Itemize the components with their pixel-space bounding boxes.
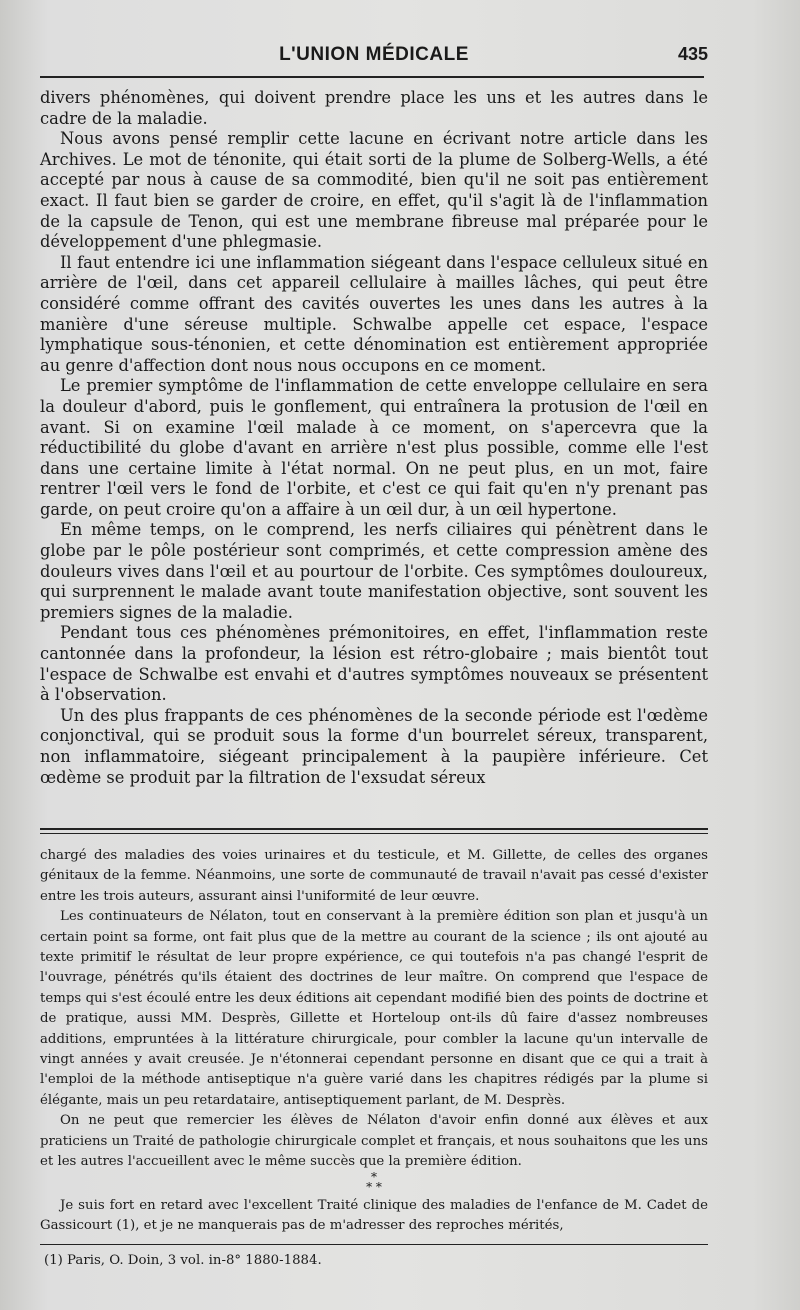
paragraph: Les continuateurs de Nélaton, tout en conservant à la première édition son plan et jusqu'à un certain point sa forme, ont fait plus que de la mettre au courant de la science ; ils ont ajouté au texte primitif le résultat de leur propre expérience, ce qui toutefois n'a pas changé l'esprit de l'ouvrage, pénétrés qu'ils étaient des doctrines de leur maître. On comprend que l'espace de temps qui s'est écoulé entre les deux éditions ait cependant modifié bien des points de doctrine et de pratique, aussi MM. Desprès, Gillette et Horteloup ont-ils dû faire d'assez nombreuses additions, empruntées à la littérature chirurgicale, pour combler la lacune qu'un intervalle de vingt années y avait creusée. Je n'étonnerai cependant personne en disant que ce qui a trait à l'emploi de la méthode antiseptique n'a guère varié dans les chapitres rédigés par la plume si élégante, mais un peu retardataire, antiseptiquement parlant, de M. Desprès. xyxy=(40,909,708,1108)
paragraph: Nous avons pensé remplir cette lacune en écrivant notre article dans les Archives. Le mot de ténonite, qui était sorti de la plume de Solberg-Wells, a été accepté par nous à cause de sa commodité, bien qu'il ne soit pas entièrement exact. Il faut bien se garder de croire, en effet, qu'il s'agit là de l'inflammation de la capsule de Tenon, qui est une membrane fibreuse mal préparée pour le développement d'une phlegmasie. xyxy=(40,129,708,252)
paragraph: En même temps, on le comprend, les nerfs ciliaires qui pénètrent dans le globe par le pôle postérieur sont comprimés, et cette compression amène des douleurs vives dans l'œil et au pourtour de l'orbite. Ces symptômes douloureux, qui surprennent le malade avant toute manifestation objective, sont souvent les premiers signes de la maladie. xyxy=(40,520,708,622)
paragraph: divers phénomènes, qui doivent prendre place les uns et les autres dans le cadre de la maladie. xyxy=(40,88,708,128)
footnote-reference: (1) Paris, O. Doin, 3 vol. in-8° 1880-1884. xyxy=(44,1253,322,1268)
section-divider xyxy=(40,828,708,834)
page-header xyxy=(40,44,708,74)
review-text xyxy=(40,846,708,1173)
paragraph: On ne peut que remercier les élèves de Nélaton d'avoir enfin donné aux élèves et aux praticiens un Traité de pathologie chirurgicale complet et français, et nous souhaitons que les uns et les autres l'accueillent avec le même succès que la première édition. xyxy=(40,1113,708,1170)
header-rule xyxy=(40,76,704,78)
paragraph: Pendant tous ces phénomènes prémonitoires, en effet, l'inflammation reste cantonnée dans la profondeur, la lésion est rétro-globaire ; mais bientôt tout l'espace de Schwalbe est envahi et d'autres symptômes nouveaux se présentent à l'observation. xyxy=(40,623,708,705)
paragraph: Il faut entendre ici une inflammation siégeant dans l'espace celluleux situé en arrière de l'œil, dans cet appareil cellulaire à mailles lâches, qui peut être considéré comme offrant des cavités ouvertes les unes dans les autres à la manière d'une séreuse multiple. Schwalbe appelle cet espace, l'espace lymphatique sous-ténonien, et cette dénomination est entièrement appropriée au genre d'affection dont nous nous occupons en ce moment. xyxy=(40,252,708,375)
asterism xyxy=(40,1172,708,1192)
paragraph: Je suis fort en retard avec l'excellent Traité clinique des maladies de l'enfance de M. Cadet de Gassicourt (1), et je ne manquerais pas de m'adresser des reproches mérités, xyxy=(40,1198,708,1234)
paragraph: Le premier symptôme de l'inflammation de cette enveloppe cellulaire en sera la douleur d'abord, puis le gonflement, qui entraînera la protusion de l'œil en avant. Si on examine l'œil malade à ce moment, on s'apercevra que la réductibilité du globe d'avant en arrière n'est plus possible, comme elle l'est dans une certaine limite à l'état normal. On ne peut plus, en un mot, faire rentrer l'œil vers le fond de l'orbite, et c'est ce qui fait qu'en n'y prenant pas garde, on peut croire qu'on a affaire à un œil dur, à un œil hypertone. xyxy=(40,376,708,519)
asterism-bottom: * * xyxy=(366,1180,382,1194)
main-text xyxy=(40,88,708,788)
closing-text xyxy=(40,1196,708,1237)
running-head: L'UNION MÉDICALE xyxy=(279,44,469,65)
page-number: 435 xyxy=(677,44,708,64)
asterism-top: * xyxy=(371,1170,377,1184)
paragraph: chargé des maladies des voies urinaires et du testicule, et M. Gillette, de celles des organes génitaux de la femme. Néanmoins, une sorte de communauté de travail n'avait pas cessé d'exister entre les trois auteurs, assurant ainsi l'uniformité de leur œuvre. xyxy=(40,848,708,904)
footnote-rule xyxy=(40,1244,708,1245)
paragraph: Un des plus frappants de ces phénomènes de la seconde période est l'œdème conjonctival, qui se produit sous la forme d'un bourrelet séreux, transparent, non inflammatoire, siégeant principalement à la paupière inférieure. Cet œdème se produit par la filtration de l'exsudat séreux xyxy=(40,705,708,787)
